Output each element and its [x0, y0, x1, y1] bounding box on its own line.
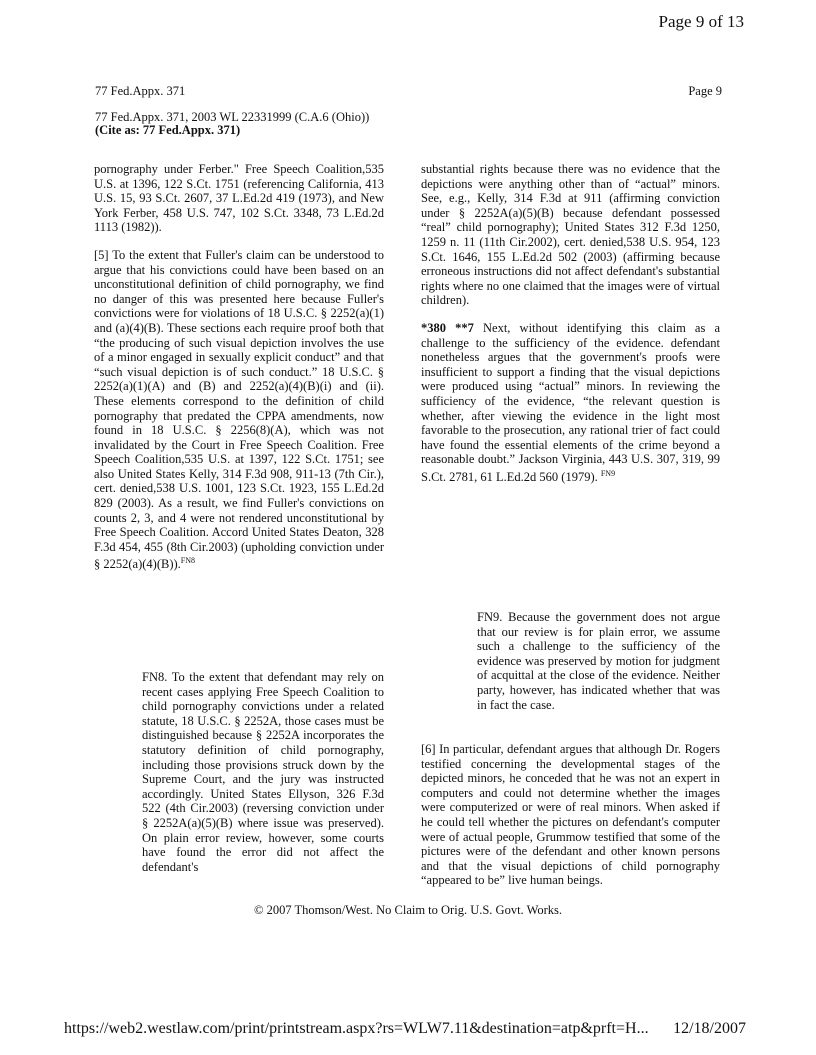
- header-citation: 77 Fed.Appx. 371: [95, 84, 186, 98]
- paragraph-continued: substantial rights because there was no evidence that the depictions were anything other than of “actual” minors. See, e.g., Kelly, 314 F.3d at 911 (affirming conviction under § 2252A(a)(5)(B) because defendant possessed “real” child pornography); United States 312 F.3d 1250, 1259 n. 11 (11th Cir.2002), cert. denied,538 U.S. 954, 123 S.Ct. 1646, 155 L.Ed.2d 502 (2003) (affirming because erroneous instructions did not affect defendant's substantial rights where no one claimed that the images were of virtual children).: [421, 162, 720, 308]
- footnote-fn8: [142, 670, 384, 887]
- header-page-number: Page 9: [688, 84, 722, 98]
- print-url: https://web2.westlaw.com/print/printstream.aspx?rs=WLW7.11&destination=atp&prft=H...: [64, 1020, 649, 1037]
- star-page-marker: *380 **7: [421, 320, 474, 335]
- footnote-fn8-text: FN8. To the extent that defendant may rely on recent cases applying Free Speech Coalition to child pornography convictions under a related statute, 18 U.S.C. § 2252A, those cases must be distinguished because § 2252A incorporates the statutory definition of child pornography, including those provisions struck down by the Supreme Court, and the jury was instructed accordingly. United States Ellyson, 326 F.3d 522 (4th Cir.2003) (reversing conviction under § 2252A(a)(5)(B) where issue was preserved). On plain error review, however, some courts have found the error did not affect the defendant's: [142, 670, 384, 874]
- page-count: Page 9 of 13: [658, 12, 744, 31]
- footnote-fn9: [477, 610, 720, 725]
- right-column: [421, 162, 720, 498]
- paragraph-7-text: Next, without identifying this claim as a challenge to the sufficiency of the evidence. defendant nonetheless argues that the government's proofs were insufficient to support a finding that the visual depictions were produced using “actual” minors. In reviewing the sufficiency of the evidence, “the relevant question is whether, after viewing the evidence in the light most favorable to the prosecution, any rational trier of fact could have found the essential elements of the crime beyond a reasonable doubt.” Jackson Virginia, 443 U.S. 307, 319, 99 S.Ct. 2781, 61 L.Ed.2d 560 (1979).: [421, 320, 720, 485]
- print-date: 12/18/2007: [673, 1020, 746, 1037]
- paragraph-7: [421, 321, 720, 485]
- footnote-ref-fn8[interactable]: FN8: [180, 556, 196, 566]
- paragraph-ferber: pornography under Ferber." Free Speech Coalition,535 U.S. at 1396, 122 S.Ct. 1751 (referencing California, 413 U.S. 15, 93 S.Ct. 2607, 37 L.Ed.2d 419 (1973), and New York Ferber, 458 U.S. 747, 102 S.Ct. 3348, 73 L.Ed.2d 1113 (1982)).: [94, 162, 384, 235]
- paragraph-6-text: [6] In particular, defendant argues that although Dr. Rogers testified concerning the developmental stages of the depicted minors, he conceded that he was not an expert in computers and could not determine whether the images were computerized or were of real minors. When asked if he could tell whether the pictures on defendant's computer were of actual people, Grummow testified that some of the pictures were of the defendant and other known persons and that the visual depictions of child pornography “appeared to be” live human beings.: [421, 742, 720, 888]
- paragraph-6: [421, 742, 720, 901]
- copyright-notice: © 2007 Thomson/West. No Claim to Orig. U.S. Govt. Works.: [253, 903, 563, 917]
- paragraph-5-text: [5] To the extent that Fuller's claim can be understood to argue that his convictions could have been based on an unconstitutional definition of child pornography, we find no danger of this was presented here because Fuller's convictions were for violations of 18 U.S.C. § 2252(a)(1) and (a)(4)(B). These sections each require proof both that “the producing of such visual depiction involves the use of a minor engaged in sexually explicit conduct” and that “such visual depiction is of such conduct.” 18 U.S.C. § 2252(a)(1)(A) and (B) and 2252(a)(4)(B)(i) and (ii). These elements correspond to the definition of child pornography that predated the CPPA amendments, now found in 18 U.S.C. § 2256(8)(A), which was not invalidated by the Court in Free Speech Coalition. Free Speech Coalition,535 U.S. at 1397, 122 S.Ct. 1751; see also United States Kelly, 314 F.3d 908, 911-13 (7th Cir.), cert. denied,538 U.S. 1001, 123 S.Ct. 1923, 155 L.Ed.2d 829 (2003). As a result, we find Fuller's convictions on counts 2, 3, and 4 were not rendered unconstitutional by Free Speech Coalition. Accord United States Deaton, 328 F.3d 454, 455 (8th Cir.2003) (upholding conviction under § 2252(a)(4)(B)).: [94, 247, 384, 572]
- reporter-citation: 77 Fed.Appx. 371, 2003 WL 22331999 (C.A.6 (Ohio)): [95, 110, 370, 124]
- footnote-ref-fn9[interactable]: FN9: [600, 468, 616, 478]
- paragraph-5: [94, 248, 384, 572]
- left-column: [94, 162, 384, 585]
- cite-as: (Cite as: 77 Fed.Appx. 371): [95, 123, 241, 137]
- footnote-fn9-text: FN9. Because the government does not argue that our review is for plain error, we assume such a challenge to the sufficiency of the evidence was preserved by motion for judgment of acquittal at the close of the evidence. Neither party, however, has indicated whether that was in fact the case.: [477, 610, 720, 712]
